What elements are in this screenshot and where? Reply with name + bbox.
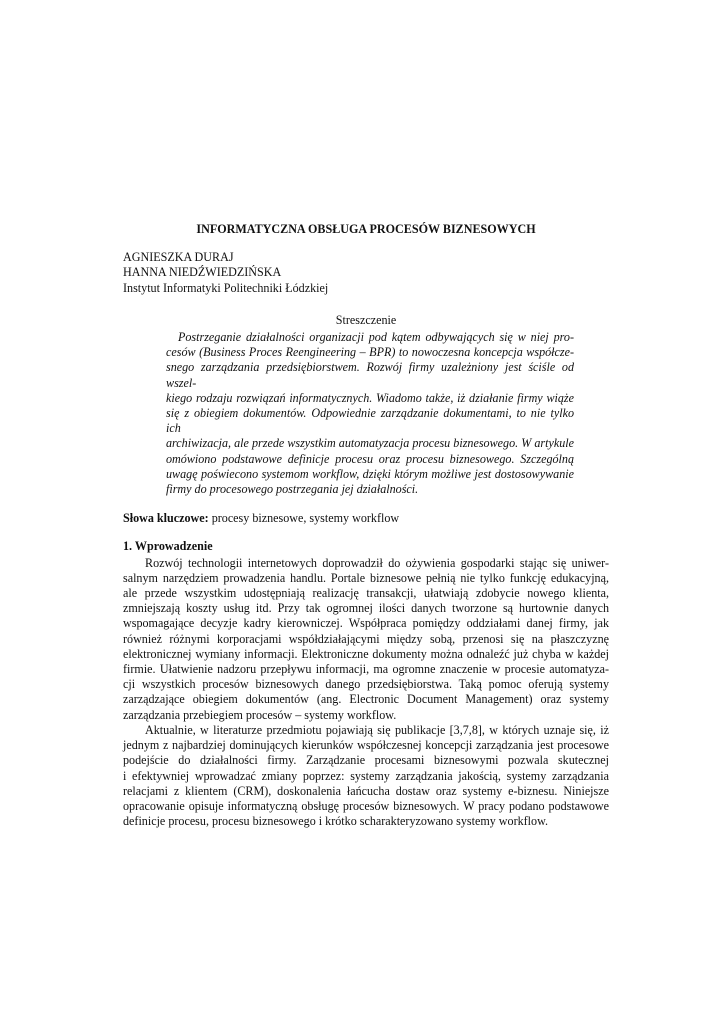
text-line: i efektywniej wprowadzać zmiany poprzez: systemy zarządzania jakością, systemy zarządzania	[123, 768, 609, 783]
text-line: podejście do działalności firmy. Zarządzanie procesami biznesowymi pozwala skutecznej	[123, 753, 609, 768]
text-line: zarządzające obiegiem dokumentów (ang. Electronic Document Management) oraz systemy	[123, 692, 609, 707]
text-line: cji wszystkich procesów biznesowych danego przedsiębiorstwa. Taką pomoc oferują systemy	[123, 677, 609, 692]
paper-title: INFORMATYCZNA OBSŁUGA PROCESÓW BIZNESOWYCH	[196, 222, 536, 236]
abstract-line: uwagę poświecono systemom workflow, dzięki którym możliwe jest dostosowywanie	[166, 466, 574, 481]
text-line: Rozwój technologii internetowych doprowadził do ożywienia gospodarki stając się uniwer-	[145, 555, 609, 570]
abstract-line: się z obiegiem dokumentów. Odpowiednie zarządzanie dokumentami, to nie tylko ich	[166, 406, 574, 436]
abstract-line: omówiono podstawowe definicje procesu oraz procesu biznesowego. Szczególną	[166, 451, 574, 466]
author-name: HANNA NIEDŹWIEDZIŃSKA	[123, 265, 282, 280]
text-line: jednym z najbardziej dominujących kierunków współczesnej koncepcji zarządzania jest procesowe	[123, 738, 609, 753]
author-name: AGNIESZKA DURAJ	[123, 250, 234, 265]
section-heading: 1. Wprowadzenie	[123, 539, 213, 554]
text-line: zmniejszają koszty usług itd. Przy tak ogromnej ilości danych tworzone są hurtownie danych	[123, 601, 609, 616]
paper-page	[123, 222, 609, 829]
paragraph-2	[123, 723, 609, 829]
abstract-heading: Streszczenie	[335, 312, 397, 327]
text-line: opracowanie opisuje informatyczną obsługę procesów biznesowych. W pracy podano podstawowe	[123, 798, 609, 813]
abstract-line: kiego rodzaju rozwiązań informatycznych. Wiadomo także, iż działanie firmy wiąże	[166, 390, 574, 405]
keywords	[123, 511, 609, 526]
keywords-text: procesy biznesowe, systemy workflow	[208, 511, 400, 526]
affiliation: Instytut Informatyki Politechniki Łódzkiej	[123, 280, 329, 295]
text-line: elektronicznej wymiany informacji. Elektroniczne dokumenty można odnaleźć już chyba w każdej	[123, 646, 609, 661]
text-line: definicje procesu, procesu biznesowego i krótko scharakteryzowano systemy workflow.	[123, 814, 549, 829]
text-line: salnym narzędziem prowadzenia handlu. Portale biznesowe pełnią nie tylko funkcję edukacyjną,	[123, 570, 609, 585]
text-line: również różnymi korporacjami współdziałającymi między sobą, przenosi się na płaszczyznę	[123, 631, 609, 646]
abstract	[166, 330, 574, 497]
text-line: wspomagające decyzje kadry kierowniczej. Współpraca pomiędzy oddziałami danej firmy, jak	[123, 616, 609, 631]
paragraph-1	[123, 556, 609, 723]
text-line: relacjami z klientem (CRM), doskonalenia łańcucha dostaw oraz systemy e-biznesu. Niniejsze	[123, 783, 609, 798]
abstract-line: archiwizacja, ale przede wszystkim automatyzacja procesu biznesowego. W artykule	[166, 436, 574, 451]
text-line: Aktualnie, w literaturze przedmiotu pojawiają się publikacje [3,7,8], w których uznaje się, iż	[145, 722, 609, 737]
abstract-line: cesów (Business Proces Reengineering – BPR) to nowoczesna koncepcja współcze-	[166, 345, 574, 360]
abstract-line: snego zarządzania przedsiębiorstwem. Rozwój firmy uzależniony jest ściśle od wszel-	[166, 360, 574, 390]
keywords-label: Słowa kluczowe:	[123, 511, 209, 526]
text-line: zarządzania przebiegiem procesów – systemy workflow.	[123, 707, 397, 722]
abstract-line: Postrzeganie działalności organizacji pod kątem odbywających się w niej pro-	[178, 330, 574, 345]
text-line: ale przede wszystkim udostępniają realizację transakcji, ułatwiają zdobycie nowego klienta,	[123, 586, 609, 601]
authors-block	[123, 250, 609, 296]
abstract-line: firmy do procesowego postrzegania jej działalności.	[166, 482, 419, 497]
text-line: firmie. Ułatwienie nadzoru przepływu informacji, ma ogromne znaczenie w procesie automatyza-	[123, 662, 609, 677]
